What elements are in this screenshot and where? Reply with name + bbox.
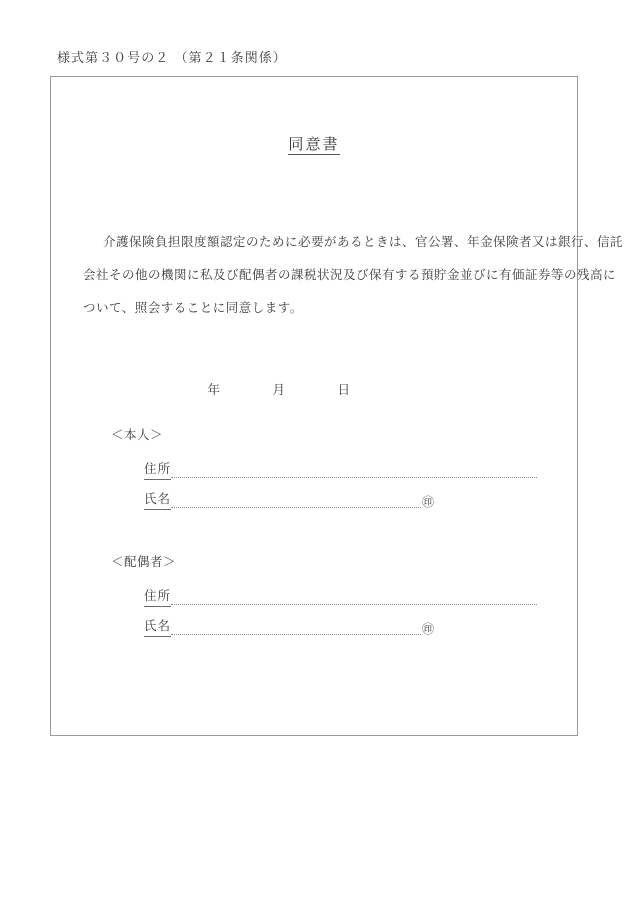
signature-section-heading: ＜配偶者＞ (111, 554, 177, 569)
seal-stamp-icon: ㊞ (422, 622, 435, 636)
address-leader-line (171, 476, 537, 478)
address-row-self[interactable] (144, 458, 545, 480)
name-row-spouse[interactable] (144, 615, 545, 637)
consent-paragraph-line: 介護保険負担限度額認定のために必要があるときは、官公署、年金保険者又は銀行、信託 (103, 234, 624, 249)
name-row-self[interactable] (144, 488, 545, 510)
document-title (51, 133, 577, 154)
form-number-caption: 様式第３０号の２ （第２１条関係） (57, 51, 287, 66)
date-line: 年 月 日 (207, 382, 351, 397)
document-title-text: 同意書 (288, 135, 340, 153)
address-row-spouse[interactable] (144, 585, 545, 607)
name-label: 氏名 (144, 618, 171, 637)
address-leader-line (171, 603, 537, 605)
signature-section-spouse (111, 552, 545, 645)
signature-section-heading: ＜本人＞ (111, 427, 164, 442)
consent-paragraph (83, 225, 624, 324)
name-label: 氏名 (144, 491, 171, 510)
signature-section-self (111, 425, 545, 518)
name-leader-line (171, 506, 421, 508)
seal-stamp-icon: ㊞ (422, 495, 435, 509)
consent-paragraph-line: 会社その他の機関に私及び配偶者の課税状況及び保有する預貯金並びに有価証券等の残高に (83, 267, 617, 282)
name-leader-line (171, 633, 421, 635)
address-label: 住所 (144, 461, 171, 480)
consent-paragraph-line: ついて、照会することに同意します。 (83, 300, 303, 315)
document-frame (50, 76, 624, 736)
address-label: 住所 (144, 588, 171, 607)
